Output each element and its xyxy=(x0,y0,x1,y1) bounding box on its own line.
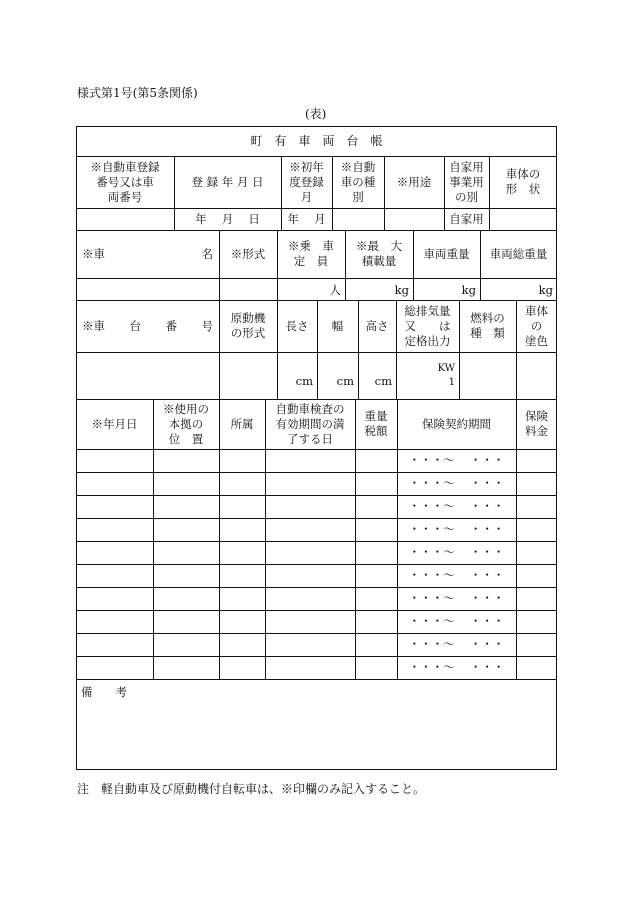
registration-number-header: ※自動車登録 番号又は車 両番号 xyxy=(90,159,160,204)
person-unit: 人 xyxy=(329,283,341,297)
insurance-period-cell: ・・・～ ・・・ xyxy=(408,614,505,628)
first-registration-field: 年 月 xyxy=(287,211,326,226)
height-header: 高さ xyxy=(365,318,389,333)
width-header: 幅 xyxy=(331,318,344,333)
model-header: ※形式 xyxy=(230,246,266,261)
insurance-period-cell: ・・・～ ・・・ xyxy=(408,476,505,490)
chassis-char-1: ※車 xyxy=(82,318,105,333)
insurance-period-cell: ・・・～ ・・・ xyxy=(408,453,505,467)
vehicle-name-label-left: ※車 xyxy=(82,246,105,261)
engine-model-header: 原動機 の形式 xyxy=(230,311,266,340)
max-load-header: ※最 大 積載量 xyxy=(356,239,402,268)
insurance-period-cell: ・・・～ ・・・ xyxy=(408,637,505,651)
insurance-period-cell: ・・・～ ・・・ xyxy=(408,591,505,605)
chassis-char-2: 台 xyxy=(129,318,141,333)
body-shape-header: 車体の 形 状 xyxy=(505,167,541,196)
insurance-period-cell: ・・・～ ・・・ xyxy=(408,660,505,674)
weight-tax-header: 重量 税額 xyxy=(364,409,388,438)
max-load-unit: kg xyxy=(394,283,409,297)
insurance-period-cell: ・・・～ ・・・ xyxy=(408,568,505,582)
chassis-char-4: 号 xyxy=(201,318,213,333)
vehicle-name-header xyxy=(76,230,219,278)
affiliation-header: 所属 xyxy=(230,416,254,431)
private-business-header: 自家用 事業用 の別 xyxy=(449,159,484,204)
displacement-unit: KW 1 xyxy=(437,362,455,388)
chassis-char-3: 番 xyxy=(165,318,177,333)
length-unit: cm xyxy=(295,374,313,388)
registration-date-field: 年 月 日 xyxy=(195,211,260,226)
date-header: ※年月日 xyxy=(91,416,138,431)
form-number: 様式第1号(第5条関係) xyxy=(77,86,198,100)
registration-date-header: 登 録 年 月 日 xyxy=(191,174,264,189)
height-unit: cm xyxy=(374,374,392,388)
vehicle-name-label-right: 名 xyxy=(201,246,213,261)
vehicle-ledger-table xyxy=(76,126,557,770)
vehicle-category-header: ※自動 車の種 別 xyxy=(340,159,376,204)
gross-weight-unit: kg xyxy=(538,283,553,297)
gross-weight-header: 車両総重量 xyxy=(489,246,548,261)
private-use-field: 自家用 xyxy=(449,211,484,226)
table-title: 町 有 車 両 台 帳 xyxy=(250,133,383,148)
base-location-header: ※使用の 本拠の 位 置 xyxy=(163,401,209,446)
displacement-header: 総排気量 又 は 定格出力 xyxy=(404,303,451,348)
insurance-period-cell: ・・・～ ・・・ xyxy=(408,499,505,513)
insurance-period-cell: ・・・～ ・・・ xyxy=(408,545,505,559)
footnote: 注 軽自動車及び原動機付自転車は、※印欄のみ記入すること。 xyxy=(77,782,426,796)
body-color-header: 車体 の 塗色 xyxy=(525,303,548,348)
fuel-type-header: 燃料の 種 類 xyxy=(470,311,505,340)
width-unit: cm xyxy=(336,374,354,388)
length-header: 長さ xyxy=(285,318,309,333)
insurance-period-cell: ・・・～ ・・・ xyxy=(408,522,505,536)
remarks-label: 備 考 xyxy=(81,685,127,699)
use-header: ※用途 xyxy=(396,174,432,189)
insurance-fee-header: 保険 料金 xyxy=(525,409,548,438)
vehicle-weight-header: 車両重量 xyxy=(423,246,470,261)
side-label: (表) xyxy=(305,107,327,121)
insurance-period-header: 保険契約期間 xyxy=(422,416,491,431)
inspection-expiry-header: 自動車検査の 有効期間の満 了する日 xyxy=(275,401,345,446)
first-registration-header: ※初年 度登録 月 xyxy=(289,159,324,204)
chassis-number-header xyxy=(76,300,219,352)
vehicle-weight-unit: kg xyxy=(461,283,476,297)
capacity-header: ※乗 車 定 員 xyxy=(288,239,334,268)
